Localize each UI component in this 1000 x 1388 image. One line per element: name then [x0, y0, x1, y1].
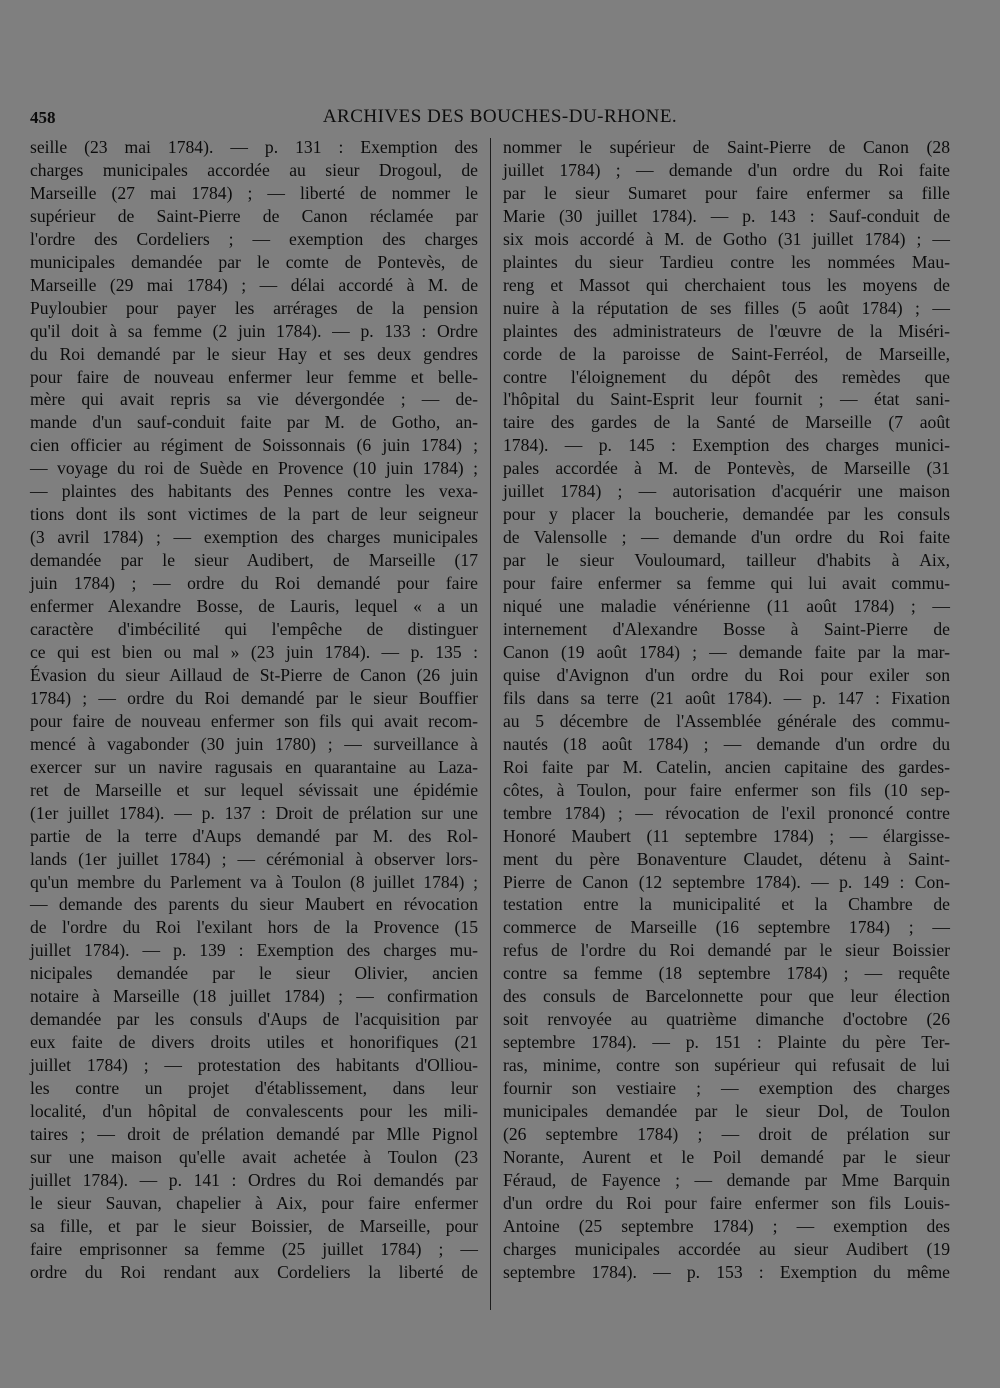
- text-line: Puyloubier pour payer les arrérages de la pension: [30, 297, 478, 318]
- text-line: municipales demandée par le comte de Pontevès, de: [30, 251, 478, 272]
- text-line: faire emprisonner sa femme (25 juillet 1784) ; —: [30, 1238, 478, 1259]
- text-line: Norante, Aurent et le Poil demandé par le sieur: [503, 1146, 950, 1167]
- text-line: charges municipales accordée au sieur Drogoul, de: [30, 159, 478, 180]
- text-line: Évasion du sieur Aillaud de St-Pierre de Canon (26 juin: [30, 664, 478, 685]
- text-line: Canon (19 août 1784) ; — demande faite par la mar-: [503, 641, 950, 662]
- text-line: 1784). — p. 145 : Exemption des charges munici-: [503, 435, 950, 456]
- text-line: Pierre de Canon (12 septembre 1784). — p. 149 : Con-: [503, 871, 950, 892]
- text-line: qu'il doit à sa femme (2 juin 1784). — p. 133 : Ordre: [30, 320, 478, 341]
- text-line: des consuls de Barcelonnette pour que leur élection: [503, 986, 950, 1007]
- text-line: caractère d'imbécilité qui l'empêche de distinguer: [30, 619, 478, 640]
- text-line: corde de la paroisse de Saint-Ferréol, de Marseille,: [503, 343, 950, 364]
- text-line: juillet 1784). — p. 141 : Ordres du Roi demandés par: [30, 1169, 478, 1190]
- page-number: 458: [30, 108, 56, 127]
- text-line: charges municipales accordée au sieur Audibert (19: [503, 1238, 950, 1259]
- text-line: pour faire de nouveau enfermer son fils qui avait recom-: [30, 710, 478, 731]
- text-line: commerce de Marseille (16 septembre 1784) ; —: [503, 917, 950, 938]
- text-line: nicipales demandée par le sieur Olivier, ancien: [30, 963, 478, 984]
- text-line: Marseille (29 mai 1784) ; — délai accordé à M. de: [30, 274, 478, 295]
- text-line: — plaintes des habitants des Pennes contre les vexa-: [30, 481, 478, 502]
- text-line: mande d'un sauf-conduit faite par M. de Gotho, an-: [30, 412, 478, 433]
- text-line: juillet 1784). — p. 139 : Exemption des charges mu-: [30, 940, 478, 961]
- text-line: pour faire de nouveau enfermer leur femme et belle-: [30, 366, 478, 387]
- text-line: soit renvoyée au quatrième dimanche d'octobre (26: [503, 1009, 950, 1030]
- text-line: cien officier au régiment de Soissonnais (6 juin 1784) ;: [30, 435, 478, 456]
- text-line: pour faire enfermer sa femme qui lui avait commu-: [503, 573, 950, 594]
- text-line: demandée par les consuls d'Aups de l'acquisition par: [30, 1009, 478, 1030]
- text-line: l'hôpital du Saint-Esprit leur fournit ; — état sani-: [503, 389, 950, 410]
- text-line: septembre 1784). — p. 151 : Plainte du père Ter-: [503, 1032, 950, 1053]
- text-line: pour y placer la boucherie, demandée par les consuls: [503, 504, 950, 525]
- text-line: contre sa femme (18 septembre 1784) ; — requête: [503, 963, 950, 984]
- text-line: notaire à Marseille (18 juillet 1784) ; — confirmation: [30, 986, 478, 1007]
- text-line: internement d'Alexandre Bosse à Saint-Pierre de: [503, 619, 950, 640]
- text-line: partie de la terre d'Aups demandé par M. des Rol-: [30, 825, 478, 846]
- text-line: l'ordre des Cordeliers ; — exemption des charges: [30, 228, 478, 249]
- text-line: (3 avril 1784) ; — exemption des charges municipales: [30, 527, 478, 548]
- text-line: — demande des parents du sieur Maubert en révocation: [30, 894, 478, 915]
- text-column-left: [30, 136, 478, 1284]
- text-line: pales accordée à M. de Pontevès, de Marseille (31: [503, 458, 950, 479]
- text-line: taire des gardes de la Santé de Marseille (7 août: [503, 412, 950, 433]
- text-line: lands (1er juillet 1784) ; — cérémonial à observer lors-: [30, 848, 478, 869]
- text-line: par le sieur Vouloumard, tailleur d'habits à Aix,: [503, 550, 950, 571]
- text-line: enfermer Alexandre Bosse, de Lauris, lequel « a un: [30, 596, 478, 617]
- column-divider: [490, 138, 491, 1310]
- text-line: juillet 1784) ; — autorisation d'acquérir une maison: [503, 481, 950, 502]
- text-line: Roi faite par M. Catelin, ancien capitaine des gardes-: [503, 756, 950, 777]
- text-line: sur une maison qu'elle avait achetée à Toulon (23: [30, 1146, 478, 1167]
- text-line: demandée par le sieur Audibert, de Marseille (17: [30, 550, 478, 571]
- text-line: Honoré Maubert (11 septembre 1784) ; — élargisse-: [503, 825, 950, 846]
- text-line: quise d'Avignon d'un ordre du Roi pour exiler son: [503, 664, 950, 685]
- text-line: ce qui est bien ou mal » (23 juin 1784). — p. 135 :: [30, 641, 478, 662]
- text-line: plaintes du sieur Tardieu contre les nommées Mau-: [503, 251, 950, 272]
- text-line: reng et Massot qui cherchaient tous les moyens de: [503, 274, 950, 295]
- text-line: refus de l'ordre du Roi demandé par le sieur Boissier: [503, 940, 950, 961]
- text-line: juillet 1784) ; — demande d'un ordre du Roi faite: [503, 159, 950, 180]
- text-line: juillet 1784) ; — protestation des habitants d'Olliou-: [30, 1055, 478, 1076]
- text-line: de l'ordre du Roi l'exilant hors de la Provence (15: [30, 917, 478, 938]
- text-line: fils dans sa terre (21 août 1784). — p. 147 : Fixation: [503, 687, 950, 708]
- text-line: nautés (18 août 1784) ; — demande d'un ordre du: [503, 733, 950, 754]
- text-line: du Roi demandé par le sieur Hay et ses deux gendres: [30, 343, 478, 364]
- text-line: côtes, à Toulon, pour faire enfermer son fils (10 sep-: [503, 779, 950, 800]
- text-line: nommer le supérieur de Saint-Pierre de Canon (28: [503, 137, 950, 157]
- text-line: d'un ordre du Roi pour faire enfermer son fils Louis-: [503, 1192, 950, 1213]
- text-line: six mois accordé à M. de Gotho (31 juillet 1784) ; —: [503, 228, 950, 249]
- text-line: tembre 1784) ; — révocation de l'exil prononcé contre: [503, 802, 950, 823]
- text-line: municipales demandée par le sieur Dol, de Toulon: [503, 1101, 950, 1122]
- text-line: fournir son vestiaire ; — exemption des charges: [503, 1078, 950, 1099]
- text-line: le sieur Sauvan, chapelier à Aix, pour faire enfermer: [30, 1192, 478, 1213]
- text-line: Antoine (25 septembre 1784) ; — exemption des: [503, 1215, 950, 1236]
- text-line: supérieur de Saint-Pierre de Canon réclamée par: [30, 205, 478, 226]
- text-line: contre l'éloignement du dépôt des remèdes que: [503, 366, 950, 387]
- text-line: taires ; — droit de prélation demandé par Mlle Pignol: [30, 1123, 478, 1144]
- text-line: ordre du Roi rendant aux Cordeliers la liberté de: [30, 1261, 478, 1282]
- text-line: par le sieur Sumaret pour faire enfermer sa fille: [503, 182, 950, 203]
- text-line: ret de Marseille et sur lequel sévissait une épidémie: [30, 779, 478, 800]
- text-line: localité, d'un hôpital de convalescents pour les mili-: [30, 1101, 478, 1122]
- text-line: ment du père Bonaventure Claudet, détenu à Saint-: [503, 848, 950, 869]
- text-line: tions dont ils sont victimes de la part de leur seigneur: [30, 504, 478, 525]
- text-line: les contre un projet d'établissement, dans leur: [30, 1078, 478, 1099]
- text-line: septembre 1784). — p. 153 : Exemption du même: [503, 1261, 950, 1282]
- text-line: mère qui avait repris sa vie dévergondée ; — de-: [30, 389, 478, 410]
- text-line: ras, minime, contre son supérieur qui refusait de lui: [503, 1055, 950, 1076]
- text-line: — voyage du roi de Suède en Provence (10 juin 1784) ;: [30, 458, 478, 479]
- text-line: qu'un membre du Parlement va à Toulon (8 juillet 1784) ;: [30, 871, 478, 892]
- text-line: sa fille, et par le sieur Boissier, de Marseille, pour: [30, 1215, 478, 1236]
- text-line: exercer sur un navire ragusais en quarantaine au Laza-: [30, 756, 478, 777]
- text-line: eux faite de divers droits utiles et honorifiques (21: [30, 1032, 478, 1053]
- text-line: nuire à la réputation de ses filles (5 août 1784) ; —: [503, 297, 950, 318]
- text-line: plaintes des administrateurs de l'œuvre de la Miséri-: [503, 320, 950, 341]
- text-line: (1er juillet 1784). — p. 137 : Droit de prélation sur une: [30, 802, 478, 823]
- text-column-right: [503, 136, 950, 1284]
- text-line: juin 1784) ; — ordre du Roi demandé pour faire: [30, 573, 478, 594]
- text-line: (26 septembre 1784) ; — droit de prélation sur: [503, 1123, 950, 1144]
- text-line: niqué une maladie vénérienne (11 août 1784) ; —: [503, 596, 950, 617]
- text-line: de Valensolle ; — demande d'un ordre du Roi faite: [503, 527, 950, 548]
- text-line: Féraud, de Fayence ; — demande par Mme Barquin: [503, 1169, 950, 1190]
- text-line: au 5 décembre de l'Assemblée générale des commu-: [503, 710, 950, 731]
- text-line: Marseille (27 mai 1784) ; — liberté de nommer le: [30, 182, 478, 203]
- text-line: seille (23 mai 1784). — p. 131 : Exemption des: [30, 137, 478, 157]
- text-line: Marie (30 juillet 1784). — p. 143 : Sauf-conduit de: [503, 205, 950, 226]
- text-line: 1784) ; — ordre du Roi demandé par le sieur Bouffier: [30, 687, 478, 708]
- text-line: testation entre la municipalité et la Chambre de: [503, 894, 950, 915]
- running-head: ARCHIVES DES BOUCHES-DU-RHONE.: [322, 106, 678, 127]
- text-line: mencé à vagabonder (30 juin 1780) ; — surveillance à: [30, 733, 478, 754]
